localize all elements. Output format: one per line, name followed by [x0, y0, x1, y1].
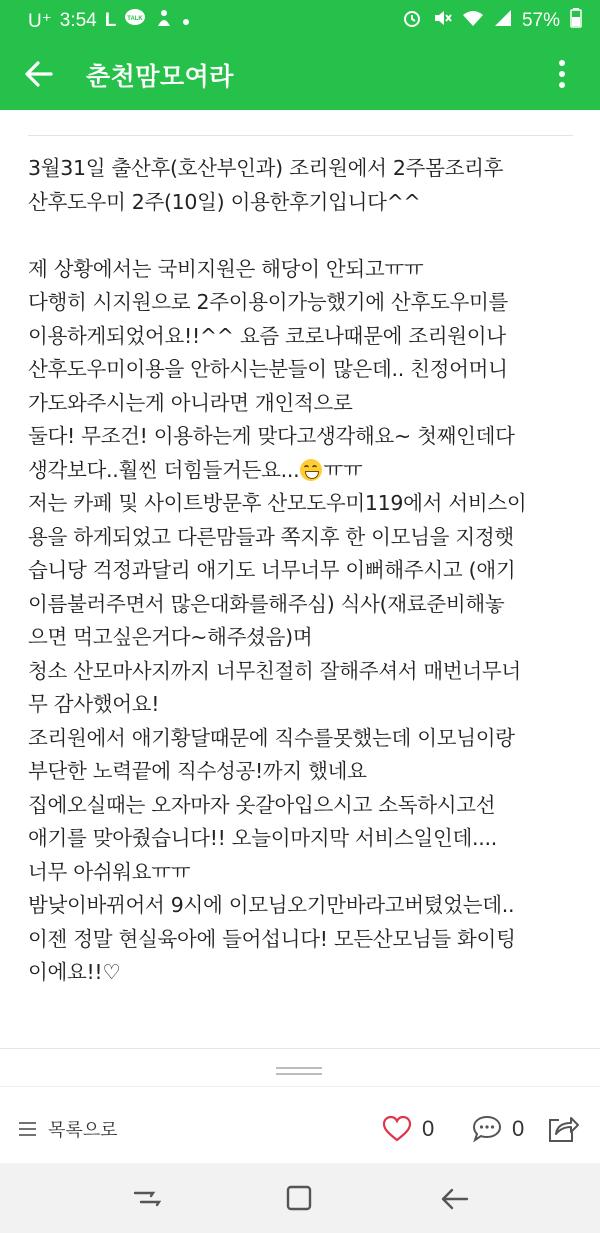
- back-to-list-label: 목록으로: [48, 1120, 118, 1141]
- post-line: 저는 카페 및 사이트방문후 산모도우미119에서 서비스이: [28, 491, 527, 515]
- post-line: 무 감사했어요!: [28, 692, 160, 716]
- grinning-emoji-icon: [300, 459, 322, 481]
- drag-handle[interactable]: [276, 1067, 322, 1075]
- signal-icon: [494, 9, 512, 33]
- post-body: [28, 152, 588, 990]
- post-line: 집에오실때는 오자마자 옷갈아입으시고 소독하시고선: [28, 792, 496, 817]
- status-bar: [0, 0, 600, 38]
- post-line: 으면 먹고싶은거다~해주셨음)며: [28, 625, 313, 649]
- comment-count: 0: [512, 1116, 525, 1141]
- carrier-label: U⁺: [28, 10, 52, 32]
- back-nav-button[interactable]: [435, 1181, 475, 1217]
- post-line: 가도와주시는게 아니라면 개인적으로: [28, 390, 353, 415]
- heart-icon: [382, 1115, 412, 1143]
- post-line: 산후도우미 2주(10일) 이용한후기입니다^^: [28, 189, 421, 214]
- post-line: 조리원에서 애기황달때문에 직수를못했는데 이모님이랑: [28, 725, 515, 750]
- divider: [0, 1086, 600, 1087]
- post-line: 산후도우미이용을 안하시는분들이 많은데.. 친정어머니: [28, 357, 508, 381]
- post-line: 청소 산모마사지까지 너무친절히 잘해주셔서 매번너무너: [28, 658, 521, 683]
- post-line: 밤낮이바뀌어서 9시에 이모님오기만바라고버텼었는데..: [28, 893, 515, 917]
- like-button[interactable]: [382, 1110, 434, 1148]
- status-right: [402, 8, 582, 34]
- post-line: 이름불러주면서 많은대화를해주심) 식사(재료준비해놓: [28, 591, 505, 616]
- share-icon: [545, 1110, 581, 1146]
- divider: [28, 135, 573, 136]
- recent-apps-button[interactable]: [127, 1181, 167, 1217]
- comment-button[interactable]: [472, 1110, 524, 1148]
- line-app-icon: L: [104, 10, 117, 31]
- post-blank-line: [28, 219, 588, 253]
- battery-percent: 57%: [521, 10, 560, 31]
- post-line-with-emoji: [28, 454, 588, 488]
- post-line: 부단한 노력끝에 직수성공!까지 했네요: [28, 759, 367, 783]
- page-title: 춘천맘모여라: [86, 62, 234, 91]
- post-line: 애기를 맞아줬습니다!! 오늘이마지막 서비스일인데....: [28, 826, 497, 850]
- arrow-left-icon: [18, 52, 62, 96]
- system-nav-bar: [0, 1163, 600, 1233]
- post-line: 3월31일 출산후(호산부인과) 조리원에서 2주몸조리후: [28, 156, 504, 180]
- post-line: 습니당 걱정과달리 애기도 너무너무 이뻐해주시고 (애기: [28, 558, 516, 582]
- post-line: 둘다! 무조건! 이용하는게 맞다고생각해요~ 첫째인데다: [28, 424, 515, 448]
- home-icon: [280, 1181, 320, 1217]
- post-line: 너무 아쉬워요ㅠㅠ: [28, 859, 191, 884]
- wifi-icon: [462, 9, 484, 33]
- status-time: 3:54: [59, 10, 97, 31]
- overflow-menu-button[interactable]: [546, 54, 578, 94]
- divider: [0, 1048, 600, 1049]
- post-line: 제 상황에서는 국비지원은 해당이 안되고ㅠㅠ: [28, 256, 424, 281]
- back-button[interactable]: [18, 52, 62, 96]
- svg-text:TALK: TALK: [127, 16, 144, 22]
- post-line-text: 생각보다..훨씬 더힘들거든요...: [28, 457, 300, 482]
- notification-icon: [154, 8, 174, 34]
- dot-icon: [182, 10, 190, 32]
- app-bar: [0, 38, 600, 110]
- battery-icon: [570, 8, 582, 34]
- like-count: 0: [422, 1116, 435, 1141]
- status-left: [28, 8, 190, 34]
- post-line: 이용하게되었어요!!^^ 요즘 코로나때문에 조리원이나: [28, 323, 506, 348]
- comment-icon: [472, 1115, 502, 1143]
- home-button[interactable]: [280, 1181, 320, 1217]
- back-arrow-icon: [435, 1181, 475, 1217]
- back-to-list-button[interactable]: [18, 1112, 118, 1146]
- post-line: 이에요!!♡: [28, 960, 121, 984]
- list-icon: [18, 1119, 38, 1139]
- post-line: 용을 하게되었고 다른맘들과 쪽지후 한 이모님을 지정햇: [28, 524, 514, 549]
- more-vertical-icon: [546, 54, 578, 94]
- share-button[interactable]: [545, 1110, 581, 1146]
- post-line-suffix: ㅠㅠ: [323, 457, 363, 482]
- mute-icon: [432, 8, 452, 34]
- alarm-icon: [402, 8, 422, 34]
- post-line: 다행히 시지원으로 2주이용이가능했기에 산후도우미를: [28, 290, 508, 314]
- kakaotalk-icon: [124, 8, 146, 34]
- post-line: 이젠 정말 현실육아에 들어섭니다! 모든산모님들 화이팅: [28, 926, 516, 951]
- recents-icon: [127, 1181, 167, 1217]
- post-action-bar: [0, 1100, 600, 1158]
